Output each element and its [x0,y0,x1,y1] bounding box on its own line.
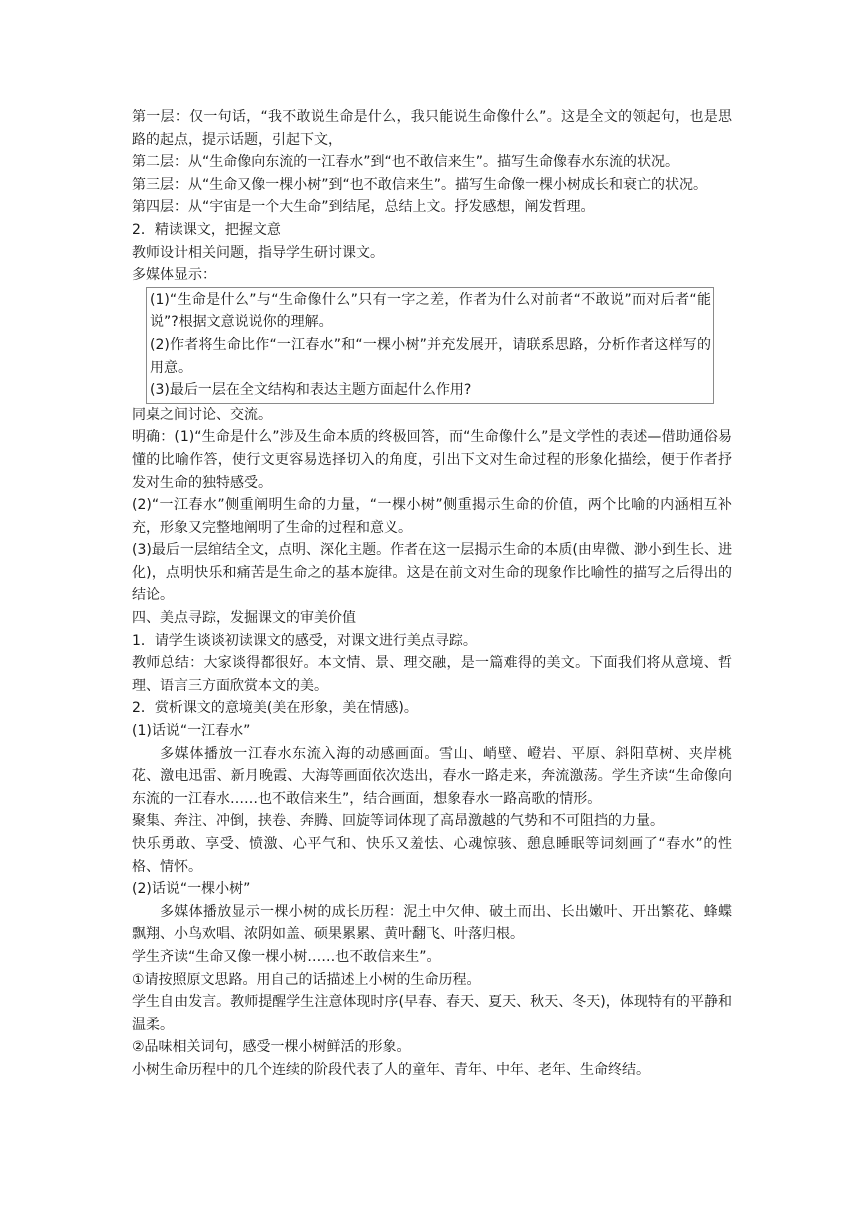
paragraph-layer-1: 第一层：仅一句话，“我不敢说生命是什么，我只能说生命像什么”。这是全文的领起句，也是思路的起点，提示话题，引起下文， [132,109,732,148]
paragraph-read-aloud: 学生齐读“生命又像一棵小树……也不敢信来生”。 [132,948,441,965]
question-1: (1)“生命是什么”与“生命像什么”只有一字之差，作者为什么对前者“不敢说”而对后者“能说”?根据文意说说你的理解。 [150,291,711,331]
paragraph-life-stages: 小树生命历程中的几个连续的阶段代表了人的童年、青年、中年、老年、生命终结。 [132,1061,650,1078]
paragraph-small-tree-multimedia: 多媒体播放显示一棵小树的成长历程：泥土中欠伸、破土而出、长出嫩叶、开出繁花、蜂蝶飘翔、小鸟欢唱、浓阴如盖、硕果累累、黄叶翻飞、叶落归根。 [132,903,732,943]
paragraph-layer-3: 第三层：从“生命又像一棵小树”到“也不敢信来生”。描写生命像一棵小树成长和衰亡的状况。 [132,176,708,193]
paragraph-task-1: ①请按照原文思路。用自己的话描述上小树的生命历程。 [132,971,481,988]
paragraph-power-words: 聚集、奔注、冲倒，挟卷、奔腾、回旋等词体现了高昂激越的气势和不可阻挡的力量。 [132,813,664,830]
paragraph-free-speech: 学生自由发言。教师提醒学生注意体现时序(早春、春天、夏天、秋天、冬天)，体现特有的平静和温柔。 [132,994,732,1033]
section-heading-close-reading: 2．精读课文，把握文意 [132,221,281,238]
paragraph-first-impressions: 1．请学生谈谈初读课文的感受，对课文进行美点寻踪。 [132,632,477,649]
paragraph-answer-1: 明确：(1)“生命是什么”涉及生命本质的终极回答，而“生命像什么”是文学性的表述—借助通俗易懂的比喻作答，使行文更容易选择切入的角度，引出下文对生命过程的形象化描绘，便于作者抒发对生命的独特感受。 [132,429,732,491]
subheading-small-tree: (2)话说“一棵小树” [132,881,251,898]
paragraph-spring-river-multimedia: 多媒体播放一江春水东流入海的动感画面。雪山、峭壁、嶝岩、平原、斜阳草树、夹岸桃花、激电迅雷、新月晚霞、大海等画面依次迭出，春水一路走来，奔流激荡。学生齐读“生命像向东流的一江春水……也不敢信来生”，结合画面，想象春水一路高歌的情形。 [132,745,732,807]
document-body [132,106,732,1082]
paragraph-task-2: ②品味相关词句，感受一棵小树鲜活的形象。 [132,1039,411,1056]
paragraph-discussion: 同桌之间讨论、交流。 [132,406,272,423]
paragraph-answer-2: (2)“一江春水”侧重阐明生命的力量，“一棵小树”侧重揭示生命的价值，两个比喻的内涵相互补充，形象又完整地阐明了生命的过程和意义。 [132,497,732,536]
section-heading-aesthetics: 四、美点寻踪，发掘课文的审美价值 [132,610,356,627]
paragraph-teacher-summary: 教师总结：大家谈得都很好。本文情、景、理交融，是一篇难得的美文。下面我们将从意境、哲理、语言三方面欣赏本文的美。 [132,655,732,694]
section-heading-artistic-conception: 2．赏析课文的意境美(美在形象，美在情感)。 [132,700,418,717]
paragraph-layer-2: 第二层：从“生命像向东流的一江春水”到“也不敢信来生”。描写生命像春水东流的状况。 [132,154,680,171]
question-2: (2)作者将生命比作“一江春水”和“一棵小树”并充发展开，请联系思路，分析作者这样写的用意。 [150,336,711,376]
paragraph-character-words: 快乐勇敢、享受、愤激、心平气和、快乐又羞怯、心魂惊骇、憩息睡眠等词刻画了“春水”的性格、情怀。 [132,836,732,875]
question-3: (3)最后一层在全文结构和表达主题方面起什么作用? [150,382,472,399]
paragraph-multimedia-display: 多媒体显示： [132,267,216,284]
subheading-spring-river: (1)话说“一江春水” [132,723,251,740]
questions-box [146,287,714,404]
paragraph-teacher-design: 教师设计相关问题，指导学生研讨课文。 [132,244,384,261]
paragraph-answer-3: (3)最后一层绾结全文，点明、深化主题。作者在这一层揭示生命的本质(由卑微、渺小到生长、进化)，点明快乐和痛苦是生命之的基本旋律。这是在前文对生命的现象作比喻性的描写之后得出的结论。 [132,542,732,604]
paragraph-layer-4: 第四层：从“宇宙是一个大生命”到结尾，总结上文。抒发感想，阐发哲理。 [132,199,595,216]
